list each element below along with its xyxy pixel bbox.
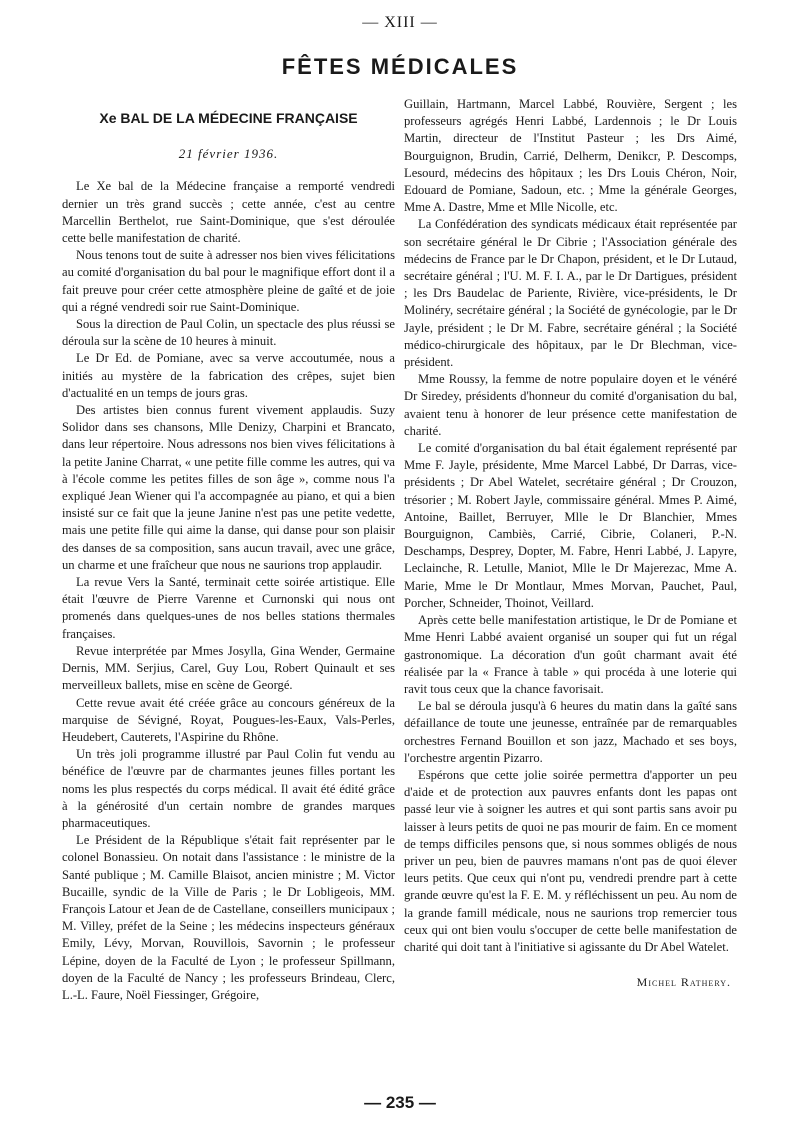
paragraph: Le Président de la République s'était fait représenter par le colonel Bonassieu. On notait dans l'assistance : le ministre de la Santé publique ; M. Camille Blaisot, ancien ministre ; M. Victor Bucaille, syndic de la Ville de Paris ; le Dr Lobligeois, MM. François Latour et Jean de de Castellane, conseillers municipaux ; M. Villey, préfet de la Seine ; les médecins inspecteurs généraux Emily, Lévy, Morvan, Rouvillois, Savornin ; le professeur Lépine, doyen de la Faculté de Lyon ; le professeur Spillmann, doyen de la Faculté de Nancy ; les professeurs Brindeau, Clerc, L.-L. Faure, Noël Fiessinger, Grégoire, — [62, 833, 395, 1002]
right-column — [404, 96, 737, 991]
paragraph: Cette revue avait été créée grâce au concours généreux de la marquise de Sévigné, Royat, Pougues-les-Eaux, Vals-Perles, Heudebert, Cauterets, l'Aspirine du Rhône. — [62, 695, 395, 744]
paragraph: Un très joli programme illustré par Paul Colin fut vendu au bénéfice de l'œuvre par de charmantes jeunes filles portant les noms les plus respectés du corps médical. Il avait été édité grâce à la générosité d'un certain nombre de grandes marques pharmaceutiques. — [62, 747, 395, 830]
paragraph: Revue interprétée par Mmes Josylla, Gina Wender, Germaine Dernis, MM. Serjius, Carel, Guy Lou, Robert Quinault et ses merveilleux ballets, mise en scène de Georgé. — [62, 643, 395, 693]
paragraph: Le comité d'organisation du bal était également représenté par Mme F. Jayle, présidente, Mme Marcel Labbé, Dr Darras, vice-présidents ; Dr Abel Watelet, secrétaire général ; Dr Crouzon, trésorier ; M. Robert Jayle, commissaire général. Mmes P. Aimé, Antoine, Baillet, Berruyer, Mlle le Dr Blanchier, Mmes Bourguignon, Cambiès, Carrié, Cibrie, Colaneri, P.-N. Deschamps, Desprey, Dopter, M. Fabre, Henri Labbé, J. Lapyre, Leclainche, R. Letulle, Maniot, Mlle le Dr Majerezac, Mme A. Marie, Mme le Dr Montlaur, Mmes Morvan, Pauchet, Paul, Porcher, Schneider, Thoinot, Veillard. — [404, 441, 737, 610]
paragraph: Mme Roussy, la femme de notre populaire doyen et le vénéré Dr Siredey, présidents d'honneur du comité d'organisation du bal, avaient tenu à honorer de leur présence cette manifestation de charité. — [404, 372, 737, 438]
paragraph: Le bal se déroula jusqu'à 6 heures du matin dans la gaîté sans défaillance de toute une jeunesse, entraînée par de remarquables orchestres Fernand Bouillon et son jazz, Machado et ses boys, l'orchestre argentin Pizarro. — [404, 699, 737, 765]
paragraph: Après cette belle manifestation artistique, le Dr de Pomiane et Mme Henri Labbé avaient organisé un souper qui fut un régal gastronomique. La décoration d'un goût charmant avait été réalisée par la « France à table » qui procéda à une loterie qui ravit tous ceux que la chance favorisait. — [404, 613, 737, 696]
paragraph: Le Xe bal de la Médecine française a remporté vendredi dernier un très grand succès ; cette année, c'est au centre Marcellin Berthelot, rue Saint-Dominique, que s'est déroulée cette belle manifestation de charité. — [62, 179, 395, 246]
paragraph: Espérons que cette jolie soirée permettra d'apporter un peu d'aide et de protection aux pauvres enfants dont les papas ont passé leur vie à soigner les autres et qui sont partis sans avoir pu laisser à leurs petits de quoi ne pas mourir de faim. En ce moment de temps difficiles pensons que, si nous sommes obligés de nous priver un peu, bien de pauvres mamans n'ont pas de quoi élever leurs petits. Que ceux qui n'ont pu, vendredi prendre part à cette grande œuvre qu'est la F. E. M. y réfléchissent un peu. Au nom de la grande famill médicale, nous ne saurions trop remercier tous ceux qui ont bien voulu s'occuper de cette belle manifestation de charité qui doit tant à l'initiative si agissante du Dr Abel Watelet. — [404, 767, 737, 954]
paragraph: Sous la direction de Paul Colin, un spectacle des plus réussi se déroula sur la scène de 10 heures à minuit. — [62, 317, 395, 349]
author-signature: Michel Rathery. — [636, 975, 731, 990]
paragraph: Nous tenons tout de suite à adresser nos bien vives félicitations au comité d'organisation du bal pour le magnifique effort dont il a fait preuve pour créer cette atmosphère pleine de gaîté et de joie qui a régné vendredi soir rue Saint-Dominique. — [62, 248, 395, 314]
paragraph: Guillain, Hartmann, Marcel Labbé, Rouvière, Sergent ; les professeurs agrégés Henri Labbé, Lardennois ; le Dr Louis Martin, directeur de l'Institut Pasteur ; les Drs Aimé, Bourguignon, Brudin, Carrié, Delherm, Denikcr, P. Descomps, Lesourd, médecins des hôpitaux ; les Drs Louis Chéron, Noir, Edouard de Pomiane, Sadoun, etc. ; Mme la générale Georges, Mme A. Dastre, Mme et Mlle Nicolle, etc. — [404, 97, 737, 215]
article-heading: Xe BAL DE LA MÉDECINE FRANÇAISE — [99, 110, 358, 126]
paragraph: Le Dr Ed. de Pomiane, avec sa verve accoutumée, nous a initiés au mystère de la fabrication des crêpes, sujet bien d'actualité en un temps de jours gras. — [62, 351, 395, 400]
page-roman-numeral: — XIII — — [362, 14, 438, 31]
paragraph: La Confédération des syndicats médicaux était représentée par son secrétaire général le Dr Cibrie ; l'Association générale des médecins de France par le Dr Chapon, président, et le Dr Lutaud, secrétaire général ; l'U. M. F. I. A., par le Dr Dartigues, président ; les Drs Baudelac de Pariente, Rivière, vice-présidents, le Dr Molinéry, secrétaire général ; la Société de gynécologie, par le Dr Jayle, président ; le Dr M. Fabre, secrétaire général ; la Société médico-chirurgicale des hôpitaux, par le Dr Blechman, vice-président. — [404, 217, 737, 370]
page-number: — 235 — — [364, 1093, 436, 1112]
article-date: 21 février 1936. — [178, 146, 279, 162]
page-title: FÊTES MÉDICALES — [281, 54, 519, 79]
paragraph: Des artistes bien connus furent vivement applaudis. Suzy Solidor dans ses chansons, Mlle Denizy, Charpini et Brancato, dans leur répertoire. Nous adressons nos bien vives félicitations à la petite Janine Charrat, « une petite fille comme les autres, qui va à l'école comme les petites filles de son âge », comme nous l'a expliqué Jean Wiener qui l'a accompagnée au piano, et qui a bien insisté sur ce fait que la jeune Janine n'est pas une petite vedette, mais une petite fille qui aime la danse, qui danse pour son plaisir des danses de sa composition, sans aucun travail, avec une grâce, un charme et une fraîcheur que nous ne saurions trop applaudir. — [62, 403, 395, 572]
paragraph: La revue Vers la Santé, terminait cette soirée artistique. Elle était l'œuvre de Pierre Varenne et Curnonski qui nous ont promenés dans quelques-unes de nos belles stations thermales françaises. — [62, 575, 395, 641]
left-column — [62, 96, 395, 1004]
